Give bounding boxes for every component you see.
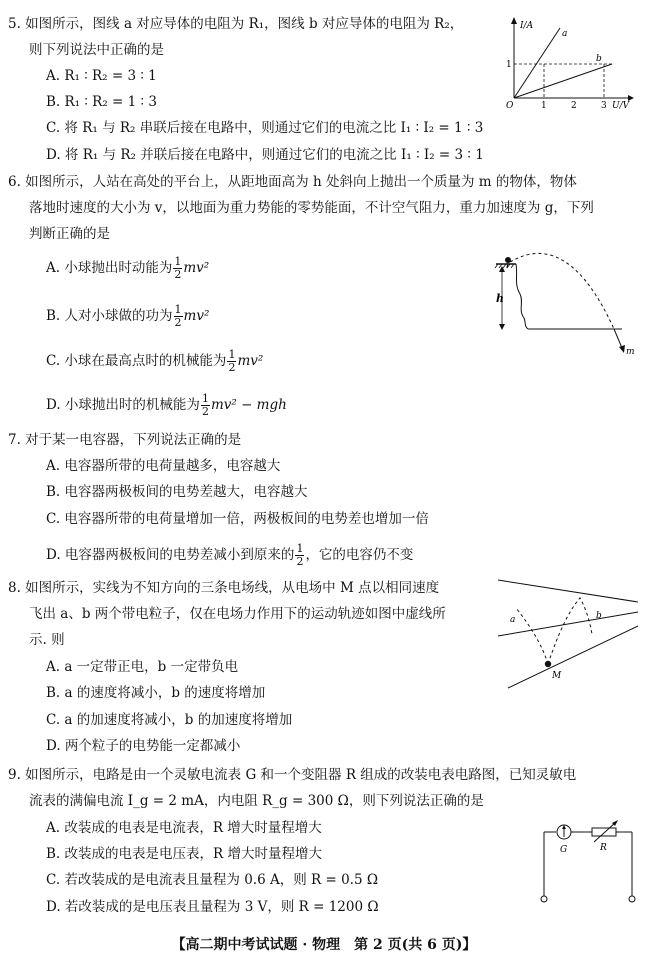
q6-stem-line1: 6. 如图所示，人站在高处的平台上，从距地面高为 h 处斜向上抛出一个质量为 m 的物体，物体 [8, 174, 577, 190]
q6-option-b: B. 人对小球做的功为 $\frac{1}{2}$ mv² [46, 303, 210, 329]
q5-iu-graph [500, 14, 640, 112]
q9-option-c: C. 若改装成的是电流表且量程为 0.6 A，则 R = 0.5 Ω [46, 872, 379, 888]
q6-h-label: h [496, 292, 504, 305]
q5-option-d: D. 将 R₁ 与 R₂ 并联后接在电路中，则通过它们的电流之比 I₁ ∶ I₂ = 3 ∶ 1 [46, 147, 484, 163]
q7-stem: 7. 对于某一电容器，下列说法正确的是 [8, 432, 242, 448]
page-footer: 【高二期中考试试题 · 物理 第 2 页(共 6 页)】 [171, 937, 477, 953]
q5-x-axis-label: U/V [612, 101, 630, 111]
q5-option-a: A. R₁ ∶ R₂ = 3 ∶ 1 [46, 68, 157, 84]
q7-d-fraction: $\frac{1}{2}$ [296, 542, 304, 568]
q5-x-tick-1: 1 [541, 101, 547, 111]
q6-m-label: m [626, 347, 635, 357]
q6-a-fraction: $\frac{1}{2}$ [174, 255, 182, 281]
q6-option-d: D. 小球抛出时的机械能为 $\frac{1}{2}$ mv² − mgh [46, 392, 287, 418]
q5-option-c: C. 将 R₁ 与 R₂ 串联后接在电路中，则通过它们的电流之比 I₁ ∶ I₂ = 1 ∶ 3 [46, 120, 484, 136]
q5-x-tick-2: 2 [571, 101, 577, 111]
q9-g-label: G [560, 845, 568, 855]
q6-option-c: C. 小球在最高点时的机械能为 $\frac{1}{2}$ mv² [46, 348, 264, 374]
q9-r-label: R [600, 843, 607, 853]
q6-d-fraction: $\frac{1}{2}$ [201, 392, 209, 418]
q5-line-b-label: b [596, 54, 602, 64]
q6-stem-line2: 落地时速度的大小为 v，以地面为重力势能的零势能面，不计空气阻力，重力加速度为 g，下列 [29, 200, 594, 216]
q9-stem-line2: 流表的满偏电流 I_g = 2 mA，内电阻 R_g = 300 Ω，则下列说法正确的是 [29, 793, 484, 809]
q8-option-c: C. a 的加速度将减小，b 的加速度将增加 [46, 712, 293, 728]
q7-option-b: B. 电容器两极板间的电势差越大，电容越大 [46, 484, 308, 500]
q7-option-c: C. 电容器所带的电荷量增加一倍，两极板间的电势差也增加一倍 [46, 511, 429, 527]
q7-option-a: A. 电容器所带的电荷量越多，电容越大 [46, 458, 281, 474]
q9-option-b: B. 改装成的电表是电压表，R 增大时量程增大 [46, 846, 322, 862]
q5-y-tick-1: 1 [506, 60, 512, 70]
q6-c-fraction: $\frac{1}{2}$ [228, 348, 236, 374]
q8-stem-line1: 8. 如图所示，实线为不知方向的三条电场线，从电场中 M 点以相同速度 [8, 580, 440, 596]
q5-stem-line1: 5. 如图所示，图线 a 对应导体的电阻为 R₁，图线 b 对应导体的电阻为 R₂， [8, 16, 464, 32]
q8-stem-line2: 飞出 a、b 两个带电粒子，仅在电场力作用下的运动轨迹如图中虚线所 [29, 606, 446, 622]
q9-option-d: D. 若改装成的是电压表且量程为 3 V，则 R = 1200 Ω [46, 899, 379, 915]
q5-option-b: B. R₁ ∶ R₂ = 1 ∶ 3 [46, 94, 157, 110]
q5-stem-line2: 则下列说法中正确的是 [29, 42, 164, 58]
q8-b-label: b [596, 611, 602, 621]
q7-option-d: D. 电容器两极板间的电势差减小到原来的 $\frac{1}{2}$ ，它的电容仍不变 [46, 542, 414, 568]
q8-a-label: a [510, 615, 516, 625]
q5-x-tick-3: 3 [601, 101, 607, 111]
q8-stem-line3: 示. 则 [29, 632, 65, 648]
q8-m-label: M [552, 671, 562, 681]
q9-stem-line1: 9. 如图所示，电路是由一个灵敏电流表 G 和一个变阻器 R 组成的改装电表电路图，已知灵敏电 [8, 767, 577, 783]
q6-option-a: A. 小球抛出时动能为 $\frac{1}{2}$ mv² [46, 255, 210, 281]
q5-line-a-label: a [562, 29, 568, 39]
q5-origin-label: O [506, 101, 514, 111]
q8-option-a: A. a 一定带正电，b 一定带负电 [46, 659, 239, 675]
q8-option-b: B. a 的速度将减小，b 的速度将增加 [46, 685, 266, 701]
q9-circuit-figure [536, 820, 640, 910]
q9-option-a: A. 改装成的电表是电流表，R 增大时量程增大 [46, 820, 322, 836]
q8-option-d: D. 两个粒子的电势能一定都减小 [46, 738, 241, 754]
q8-field-lines-figure [494, 576, 642, 694]
q5-y-axis-label: I/A [520, 21, 534, 31]
q6-projectile-figure [488, 252, 638, 362]
q6-stem-line3: 判断正确的是 [29, 226, 110, 242]
q6-b-fraction: $\frac{1}{2}$ [174, 303, 182, 329]
